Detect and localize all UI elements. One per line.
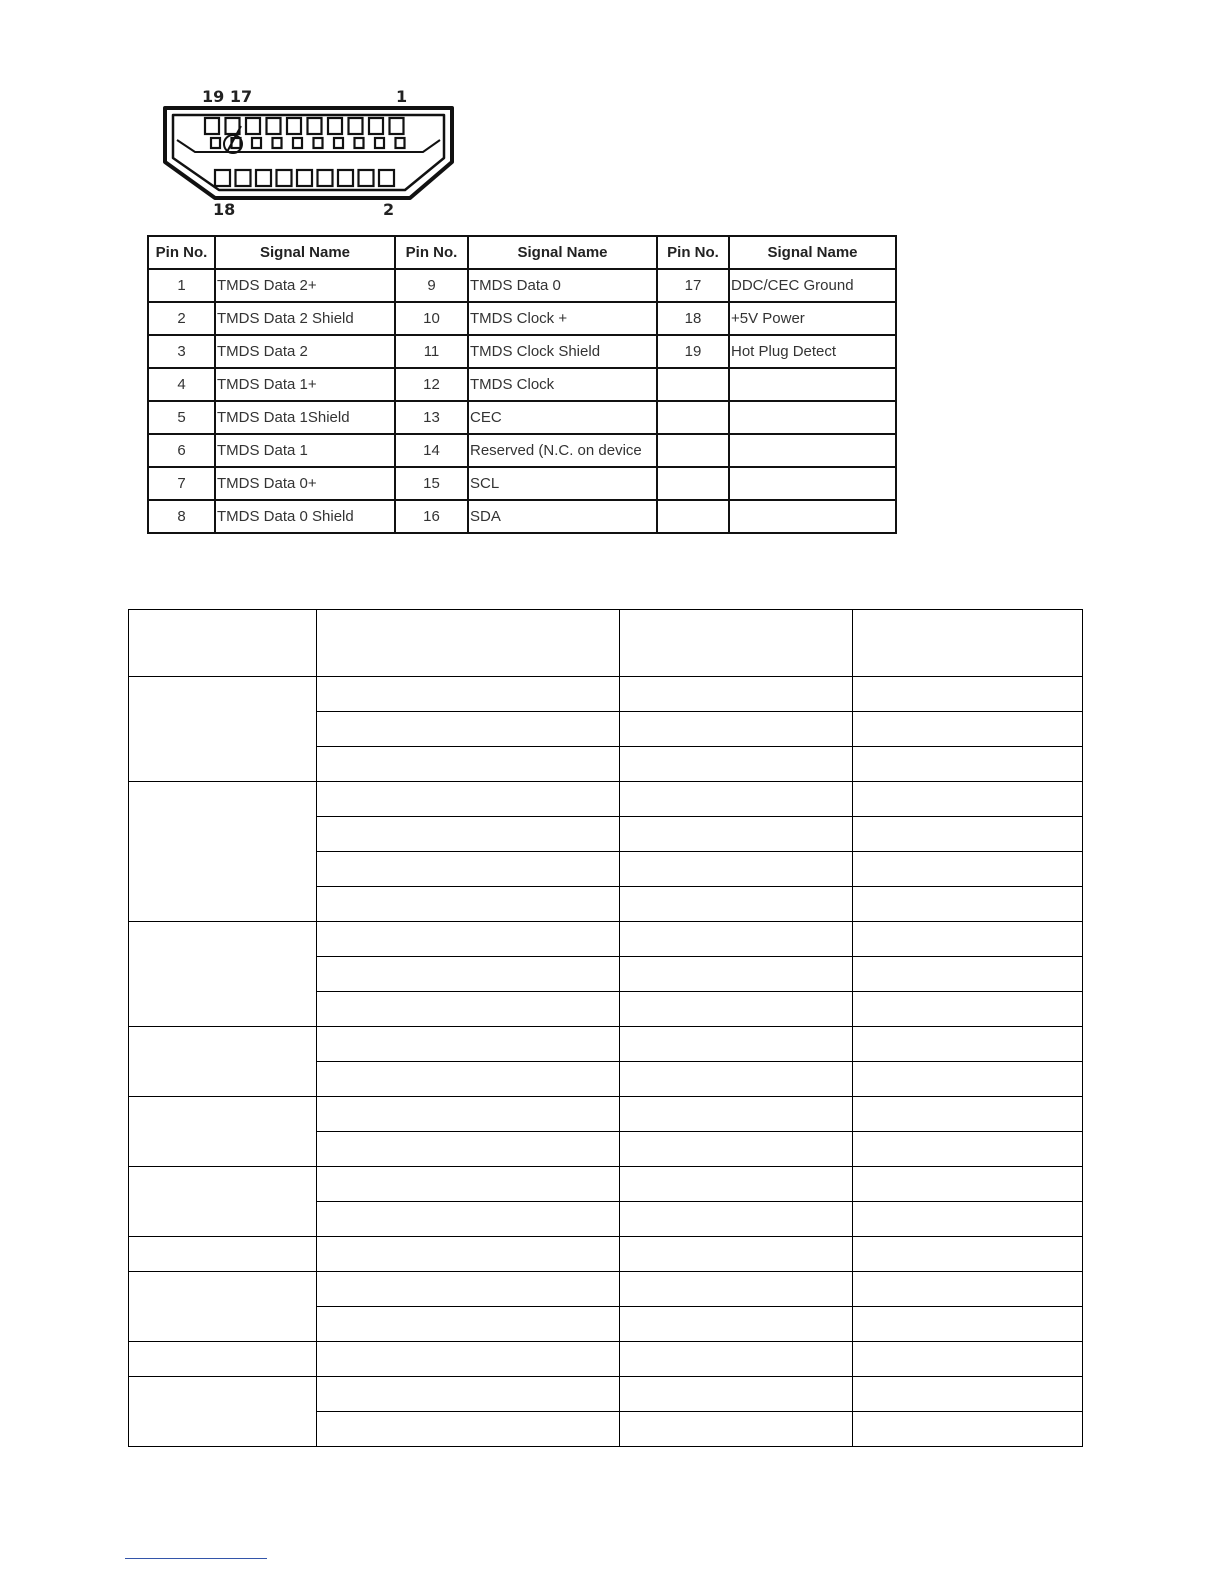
table-row [148,368,896,401]
connector-pin [379,170,394,186]
signal-name-cell: TMDS Data 0 Shield [215,500,395,533]
pin-number-cell: 10 [395,302,468,335]
table-cell [317,747,620,782]
table-cell [853,1097,1083,1132]
connector-pin [314,138,323,148]
connector-pin [287,118,301,134]
table-row [129,1377,1083,1412]
group-cell [129,1272,317,1342]
group-cell [129,922,317,1027]
table-cell [317,1062,620,1097]
pin-number-cell [657,368,729,401]
table-row [148,500,896,533]
table-row [148,434,896,467]
group-cell [129,1097,317,1167]
connector-pin [256,170,271,186]
table-cell [620,852,853,887]
table-cell [853,677,1083,712]
table-row [148,401,896,434]
pin-assignment-table [147,235,897,534]
table-cell [853,1272,1083,1307]
pin-number-cell [657,401,729,434]
connector-pin [252,138,261,148]
table-row [148,335,896,368]
table-cell [853,957,1083,992]
table-cell [317,1167,620,1202]
table-cell [853,817,1083,852]
connector-pin [267,118,281,134]
signal-name-cell [729,434,896,467]
pin-number-cell: 7 [148,467,215,500]
pin-table-header-row [148,236,896,269]
table-cell [620,1342,853,1377]
table-cell [620,747,853,782]
table-cell [620,712,853,747]
pin-number-cell: 6 [148,434,215,467]
table-cell [620,887,853,922]
signal-name-cell: TMDS Data 0+ [215,467,395,500]
table-cell [317,1132,620,1167]
connector-pin [349,118,363,134]
group-cell [129,1342,317,1377]
signal-name-cell: SDA [468,500,657,533]
pin-number-cell: 4 [148,368,215,401]
table-cell [317,887,620,922]
table-row [129,677,1083,712]
table-cell [620,610,853,677]
table-cell [853,887,1083,922]
signal-name-cell [729,401,896,434]
table-row [129,610,1083,677]
signal-name-cell: SCL [468,467,657,500]
table-cell [620,782,853,817]
pin-number-cell: 11 [395,335,468,368]
pin-number-cell: 18 [657,302,729,335]
table-row [129,1027,1083,1062]
table-cell [317,1342,620,1377]
signal-name-cell: Reserved (N.C. on device [468,434,657,467]
table-cell [317,677,620,712]
table-cell [317,1272,620,1307]
signal-name-cell: TMDS Data 2 [215,335,395,368]
table-cell [853,1412,1083,1447]
table-cell [317,817,620,852]
table-row [148,269,896,302]
signal-name-cell: TMDS Data 2+ [215,269,395,302]
table-cell [853,852,1083,887]
signal-name-cell: TMDS Clock [468,368,657,401]
group-cell [129,1377,317,1447]
table-cell [853,1062,1083,1097]
table-cell [853,782,1083,817]
connector-pin [293,138,302,148]
connector-pin [246,118,260,134]
connector-pin [273,138,282,148]
table-row [148,302,896,335]
table-cell [853,1377,1083,1412]
connector-pin [328,118,342,134]
pin-number-cell: 9 [395,269,468,302]
table-cell [317,610,620,677]
pin-number-cell: 16 [395,500,468,533]
pin-number-cell [657,500,729,533]
table-cell [317,1377,620,1412]
table-cell [853,1202,1083,1237]
pin-number-cell [657,467,729,500]
header-signal-name: Signal Name [729,236,896,269]
table-cell [317,852,620,887]
connector-pin [390,118,404,134]
signal-name-cell: DDC/CEC Ground [729,269,896,302]
connector-pin [318,170,333,186]
table-cell [620,1307,853,1342]
signal-name-cell: TMDS Clock + [468,302,657,335]
table-cell [129,610,317,677]
table-cell [853,1237,1083,1272]
table-cell [853,922,1083,957]
table-cell [853,1132,1083,1167]
signal-name-cell [729,368,896,401]
header-pin-no: Pin No. [395,236,468,269]
group-cell [129,677,317,782]
top-pin-row [205,118,404,134]
pin-number-cell: 8 [148,500,215,533]
table-row [129,1097,1083,1132]
table-cell [620,1167,853,1202]
header-signal-name: Signal Name [468,236,657,269]
connector-pin [334,138,343,148]
pin-number-cell: 14 [395,434,468,467]
signal-name-cell: TMDS Data 1+ [215,368,395,401]
signal-name-cell: TMDS Data 2 Shield [215,302,395,335]
signal-name-cell [729,500,896,533]
pin-label-18: 18 [213,200,236,219]
signal-name-cell: CEC [468,401,657,434]
table-cell [317,957,620,992]
group-cell [129,1237,317,1272]
signal-name-cell: TMDS Clock Shield [468,335,657,368]
table-cell [317,712,620,747]
table-row [129,1272,1083,1307]
pin-number-cell: 2 [148,302,215,335]
table-row [129,922,1083,957]
connector-pin [338,170,353,186]
table-cell [853,1307,1083,1342]
connector-pin [308,118,322,134]
pin-number-cell: 12 [395,368,468,401]
table-cell [853,1027,1083,1062]
table-cell [620,1202,853,1237]
pin-label-19-17: 19 17 [202,87,253,106]
connector-pin [359,170,374,186]
table-cell [317,1307,620,1342]
signal-name-cell: TMDS Data 1Shield [215,401,395,434]
table-row [129,782,1083,817]
table-cell [853,992,1083,1027]
table-cell [620,1272,853,1307]
connector-pin [211,138,220,148]
pin-number-cell: 5 [148,401,215,434]
pin-number-cell: 13 [395,401,468,434]
table-cell [853,712,1083,747]
table-cell [853,1342,1083,1377]
signal-name-cell [729,467,896,500]
table-row [129,1167,1083,1202]
header-pin-no: Pin No. [148,236,215,269]
pin-number-cell: 1 [148,269,215,302]
connector-pin [355,138,364,148]
pin-number-cell: 17 [657,269,729,302]
connector-pin [236,170,251,186]
pin-label-1: 1 [396,87,408,106]
signal-name-cell: TMDS Data 0 [468,269,657,302]
connector-pin [215,170,230,186]
header-pin-no: Pin No. [657,236,729,269]
connector-pin [375,138,384,148]
group-cell [129,1167,317,1237]
table-cell [620,1132,853,1167]
signal-name-cell: +5V Power [729,302,896,335]
table-cell [620,1377,853,1412]
table-cell [317,992,620,1027]
table-cell [317,1237,620,1272]
connector-pin [277,170,292,186]
connector-pin [205,118,219,134]
connector-pin [396,138,405,148]
bottom-pin-row [215,170,394,186]
pin-number-cell: 15 [395,467,468,500]
table-cell [620,992,853,1027]
table-cell [317,1202,620,1237]
connector-pin [297,170,312,186]
table-cell [620,1097,853,1132]
group-cell [129,782,317,922]
table-cell [317,922,620,957]
table-cell [853,1167,1083,1202]
table-cell [620,922,853,957]
empty-grid-table [128,609,1083,1447]
footnote-separator [125,1558,267,1559]
table-cell [853,747,1083,782]
signal-name-cell: TMDS Data 1 [215,434,395,467]
pin-number-cell: 19 [657,335,729,368]
table-cell [620,1062,853,1097]
group-cell [129,1027,317,1097]
table-cell [620,1237,853,1272]
table-cell [620,677,853,712]
pin-label-2: 2 [383,200,395,219]
table-cell [317,1412,620,1447]
table-cell [620,817,853,852]
table-cell [620,1027,853,1062]
table-cell [620,1412,853,1447]
table-cell [317,1097,620,1132]
pin-number-cell [657,434,729,467]
table-cell [317,1027,620,1062]
table-cell [317,782,620,817]
table-row [148,467,896,500]
connector-pin [369,118,383,134]
table-cell [620,957,853,992]
header-signal-name: Signal Name [215,236,395,269]
pin-number-cell: 3 [148,335,215,368]
signal-name-cell: Hot Plug Detect [729,335,896,368]
table-row [129,1342,1083,1377]
table-cell [853,610,1083,677]
table-row [129,1237,1083,1272]
